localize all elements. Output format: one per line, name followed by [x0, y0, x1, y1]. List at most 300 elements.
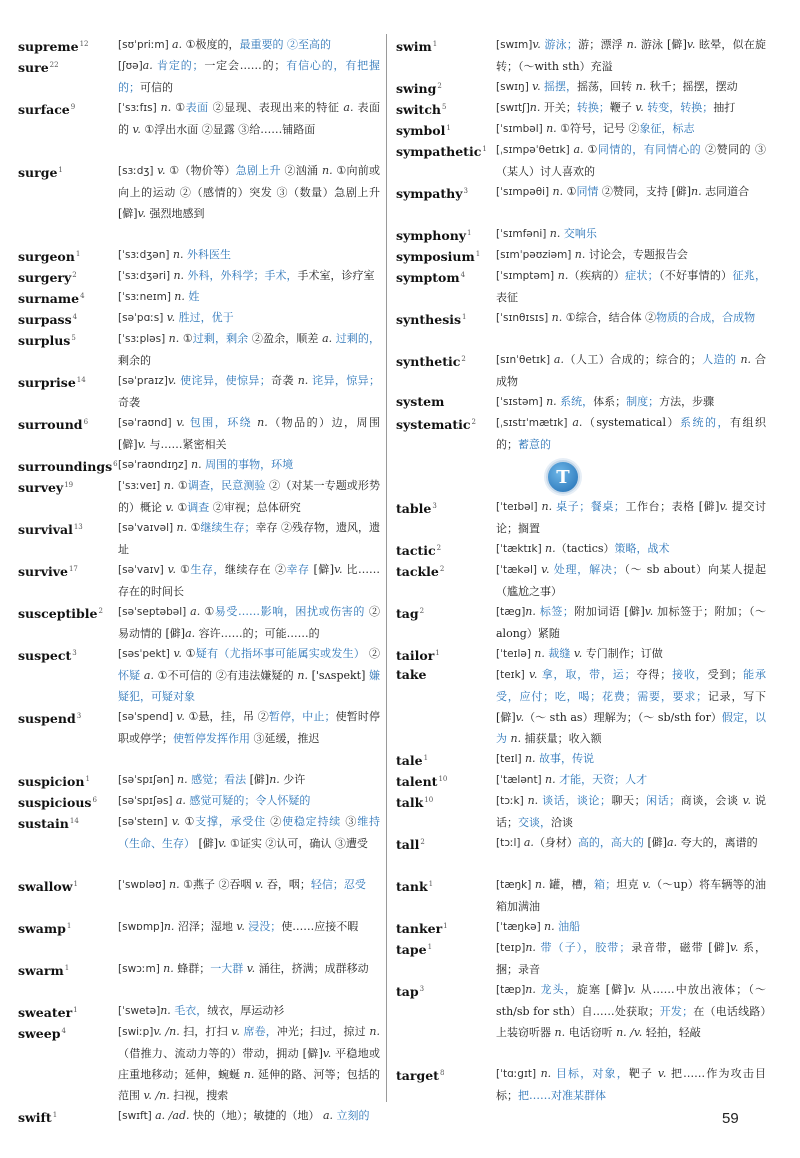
dictionary-entry	[396, 307, 766, 330]
frequency-count: 6	[113, 460, 118, 468]
definition-text: 夸大的，离谱的	[677, 836, 758, 849]
frequency-count: 2	[437, 82, 442, 90]
headword	[18, 811, 118, 834]
key-meaning: 调查，民意测验	[187, 479, 266, 492]
definition-text: ①悬，挂，吊 ②	[184, 710, 269, 723]
part-of-speech: v.	[729, 941, 739, 954]
part-of-speech: a.	[143, 669, 154, 682]
definition-text: 沼泽；湿地	[174, 920, 237, 933]
key-meaning: 易受……影响，困扰或伤害的	[214, 605, 365, 618]
definition-text: 游；漂浮	[577, 38, 627, 51]
definition	[496, 790, 766, 833]
definition-text: 靶子	[628, 1067, 658, 1080]
part-of-speech: n.	[510, 732, 522, 745]
key-meaning: 摇摆，	[540, 80, 578, 93]
definition-text: ['sʌspekt]	[307, 669, 369, 682]
headword-text: switch	[396, 102, 442, 118]
frequency-count: 9	[70, 103, 76, 111]
rare-usage-marker: [僻]	[118, 438, 138, 451]
definition	[496, 769, 766, 791]
part-of-speech: v.	[719, 500, 728, 513]
headword-text: sympathy	[396, 186, 463, 202]
key-meaning: 外科，外科学；手术，	[184, 269, 298, 282]
headword-text: sweater	[18, 1005, 73, 1021]
headword-text: tale	[396, 753, 423, 769]
frequency-count: 3	[432, 502, 437, 510]
definition	[496, 223, 766, 245]
definition-text: ①燕子 ②吞咽	[179, 878, 255, 891]
headword	[18, 517, 118, 540]
definition-text: ①	[187, 521, 201, 534]
part-of-speech: v.	[254, 878, 264, 891]
headword	[18, 160, 118, 183]
definition-text: 强烈地感到	[146, 207, 205, 220]
dictionary-entry	[396, 181, 766, 204]
key-meaning: 开发；	[659, 1005, 694, 1018]
frequency-count: 1	[482, 145, 487, 153]
phonetic: [swɒmp]	[118, 921, 164, 933]
frequency-count: 19	[64, 481, 74, 489]
definition-text: 蜂群；	[173, 962, 211, 975]
frequency-count: 1	[85, 775, 90, 783]
frequency-count: 2	[471, 418, 476, 426]
definition-text: 记录，写下	[707, 690, 767, 703]
phonetic: [ˈtɑːgɪt]	[496, 1068, 541, 1080]
definition	[496, 244, 766, 266]
key-meaning: 象征，标志	[639, 122, 695, 135]
definition-text: ③延缓，推迟	[250, 732, 320, 745]
headword	[396, 916, 496, 939]
headword	[18, 874, 118, 897]
rare-usage-marker: [僻]	[302, 1047, 323, 1060]
part-of-speech: n.	[177, 773, 188, 786]
definition-text: 抽打	[713, 101, 736, 114]
definition	[496, 748, 766, 770]
part-of-speech: v.	[573, 647, 583, 660]
headword-text: sympathetic	[396, 144, 482, 160]
frequency-count: 3	[419, 985, 425, 993]
key-meaning: 游泳；	[540, 38, 578, 51]
key-meaning: 外科医生	[183, 248, 231, 261]
definition-text: （身材）	[533, 836, 578, 849]
dictionary-entry	[396, 601, 766, 644]
key-meaning: 使诧异，使惊异；	[176, 374, 271, 387]
rare-usage-marker: [僻]	[496, 711, 516, 724]
headword	[396, 139, 496, 162]
phonetic: [səˈseptəbəl]	[118, 606, 191, 618]
definition	[496, 937, 766, 980]
part-of-speech: v.	[627, 983, 636, 996]
dictionary-entry	[396, 118, 766, 141]
definition	[118, 517, 380, 560]
definition	[118, 559, 380, 602]
headword	[396, 643, 496, 666]
dictionary-entry	[18, 286, 380, 309]
definition-text: 工作台；表格	[624, 500, 699, 513]
definition-text: 洽谈	[551, 816, 573, 829]
definition	[496, 1063, 766, 1106]
definition-text: 涌往，挤满；成群移动	[255, 962, 369, 975]
headword	[18, 454, 118, 477]
headword-text: symptom	[396, 270, 460, 286]
frequency-count: 14	[69, 817, 79, 825]
key-meaning: 油船	[554, 920, 581, 933]
frequency-count: 5	[71, 334, 76, 342]
headword-text: system	[396, 394, 445, 409]
part-of-speech: n.	[297, 374, 309, 387]
definition-text: 继续存在 ②	[224, 563, 287, 576]
dictionary-entry	[396, 643, 766, 666]
definition-text: ①	[563, 185, 577, 198]
phonetic: [ˈsɜːneɪm]	[118, 291, 175, 303]
definition-text: 方法，步骤	[659, 395, 715, 408]
part-of-speech: v. /n.	[143, 1089, 170, 1102]
frequency-count: 22	[49, 61, 59, 69]
dictionary-entry	[396, 1063, 766, 1106]
part-of-speech: n.	[168, 332, 180, 345]
frequency-count: 8	[439, 1069, 445, 1077]
headword	[18, 958, 118, 981]
key-meaning: 表面	[185, 101, 209, 114]
key-meaning: 诧异，惊异；	[308, 374, 381, 387]
part-of-speech: n.	[691, 185, 702, 198]
headword-text: symbol	[396, 123, 446, 139]
part-of-speech: v.	[541, 563, 550, 576]
phonetic: [tɔːk]	[496, 795, 528, 807]
definition-text: ①	[176, 563, 191, 576]
definition	[118, 811, 380, 854]
headword	[18, 55, 118, 78]
frequency-count: 1	[66, 922, 72, 930]
part-of-speech: v.	[334, 563, 343, 576]
phonetic: [teɪl]	[496, 753, 525, 765]
headword-text: take	[396, 667, 427, 682]
headword	[396, 601, 496, 624]
headword-text: survival	[18, 522, 73, 538]
definition-text: ②	[265, 815, 283, 828]
definition-text: ①不可信的 ②有违法嫌疑的	[153, 669, 298, 682]
definition-text: ①	[171, 101, 186, 114]
dictionary-entry	[18, 1021, 380, 1106]
part-of-speech: n.	[163, 479, 175, 492]
phonetic: [səˈpraɪz]	[118, 375, 168, 387]
phonetic: [tɔːl]	[496, 837, 524, 849]
rare-usage-marker: [僻]	[249, 773, 270, 786]
part-of-speech: a.	[667, 836, 678, 849]
definition-text: （systematical）	[582, 416, 680, 429]
frequency-count: 1	[52, 1111, 58, 1119]
phonetic: [swɪm]	[496, 39, 533, 51]
dictionary-entry	[396, 664, 766, 749]
definition	[118, 307, 380, 329]
definition	[496, 496, 766, 539]
definition-text: 容许……的；可能……的	[195, 627, 320, 640]
definition-text: 系，捆；录音	[496, 941, 766, 976]
dictionary-entry	[396, 937, 766, 980]
definition	[118, 601, 380, 644]
column-divider	[386, 34, 387, 1102]
rare-usage-marker: [僻]	[624, 605, 645, 618]
dictionary-entry	[396, 97, 766, 120]
headword-text: suspicion	[18, 774, 85, 790]
key-meaning: 谈话，谈论；	[538, 794, 611, 807]
phonetic: [ˈteɪbəl]	[496, 501, 542, 513]
headword	[18, 265, 118, 288]
section-letter-badge: T	[546, 460, 580, 494]
headword	[396, 790, 496, 813]
definition	[118, 412, 380, 455]
part-of-speech: n.	[163, 920, 175, 933]
headword-text: swamp	[18, 921, 66, 937]
key-meaning: 周围的事物，环境	[201, 458, 294, 471]
key-meaning: 轻信；忍受	[310, 878, 366, 891]
headword	[396, 223, 496, 246]
part-of-speech: a.	[172, 38, 183, 51]
definition	[496, 97, 766, 119]
dictionary-entry	[18, 874, 380, 897]
part-of-speech: n.	[626, 38, 638, 51]
definition	[496, 349, 766, 392]
frequency-count: 2	[461, 355, 466, 363]
dictionary-entry	[18, 97, 380, 140]
headword	[18, 706, 118, 729]
headword	[396, 391, 496, 412]
dictionary-entry	[18, 454, 380, 477]
key-meaning: 物质的合成，合成物	[656, 311, 756, 324]
definition-text: 眩晕，似在旋转；（～with sth）充溢	[496, 38, 766, 73]
headword	[396, 349, 496, 372]
frequency-count: 4	[72, 313, 78, 321]
part-of-speech: a.	[572, 416, 583, 429]
definition-text: ①浮出水面 ②显露 ③给……铺路面	[140, 123, 316, 136]
headword-text: surroundings	[18, 459, 113, 475]
definition	[118, 790, 380, 812]
part-of-speech: n.	[369, 1025, 380, 1038]
key-meaning: 幸存	[286, 563, 310, 576]
frequency-count: 3	[76, 712, 82, 720]
dictionary-entry	[396, 538, 766, 561]
dictionary-entry	[396, 874, 766, 917]
part-of-speech: v.	[167, 374, 177, 387]
headword-text: synthetic	[396, 354, 461, 370]
frequency-count: 4	[80, 292, 85, 300]
headword-text: swarm	[18, 963, 64, 979]
definition-text: 坦克	[616, 878, 643, 891]
key-meaning: 同情的，有同情心的	[597, 143, 702, 156]
headword	[18, 1105, 118, 1128]
headword-text: surpass	[18, 312, 72, 328]
key-meaning: 胜过，优于	[175, 311, 234, 324]
definition-text: 扫视，搜索	[169, 1089, 229, 1102]
key-meaning: 箱；	[594, 878, 617, 891]
definition-text: （物品的）边，周围	[267, 416, 381, 429]
definition	[496, 979, 766, 1043]
headword	[18, 1000, 118, 1023]
phonetic: [ˌsɪstɪˈmætɪk]	[496, 417, 573, 429]
definition	[496, 34, 766, 77]
part-of-speech: v.	[532, 80, 541, 93]
part-of-speech: v.	[137, 207, 146, 220]
dictionary-entry	[18, 769, 380, 792]
part-of-speech: n.	[525, 983, 536, 996]
part-of-speech: n.	[257, 416, 268, 429]
definition	[496, 307, 766, 329]
dictionary-entry	[396, 790, 766, 833]
part-of-speech: a.	[175, 794, 186, 807]
definition-text: 奇袭	[270, 374, 298, 387]
headword-text: sustain	[18, 816, 69, 832]
definition-text: 在（电话线路）上装窃听器	[496, 1005, 766, 1039]
headword	[18, 286, 118, 309]
definition-text: 比……存在的时间长	[118, 563, 381, 598]
part-of-speech: n.	[524, 752, 536, 765]
rare-usage-marker: [僻]	[605, 983, 628, 996]
phonetic: [ˈsɜːdʒəri]	[118, 270, 174, 282]
definition-text: 吞，咽；	[263, 878, 311, 891]
part-of-speech: a.	[142, 59, 153, 72]
phonetic: [səsˈpekt]	[118, 648, 174, 660]
part-of-speech: n.	[269, 773, 280, 786]
phonetic: [sɪmˈpəʊziəm]	[496, 249, 575, 261]
key-meaning: 制度；	[626, 395, 660, 408]
rare-usage-marker: [僻]	[118, 207, 138, 220]
headword	[18, 1021, 118, 1044]
part-of-speech: v.	[528, 668, 538, 681]
definition-text: 从……中放出液体；（～ sth/sb for sth）自……处获取；	[496, 983, 767, 1018]
dictionary-entry	[18, 811, 380, 854]
headword-text: tank	[396, 879, 428, 895]
dictionary-entry	[396, 391, 766, 413]
headword	[396, 748, 496, 771]
phonetic: [ˈteɪlə]	[496, 648, 535, 660]
definition	[118, 958, 380, 980]
definition	[496, 265, 766, 308]
phonetic: [ˌsɪmpəˈθetɪk]	[496, 144, 574, 156]
rare-usage-marker: [僻]	[313, 563, 335, 576]
headword-text: swim	[396, 39, 432, 55]
part-of-speech: n.	[169, 878, 180, 891]
frequency-count: 17	[68, 565, 78, 573]
definition-text: 商谈，会谈	[680, 794, 743, 807]
definition-text: ②汹涌	[280, 164, 323, 177]
definition	[118, 706, 380, 749]
headword-text: tall	[396, 837, 420, 853]
definition-text: 表征	[496, 291, 518, 304]
frequency-count: 6	[92, 796, 97, 804]
frequency-count: 1	[58, 166, 63, 174]
dictionary-entry	[18, 307, 380, 330]
headword-text: surge	[18, 165, 58, 181]
headword-text: swift	[18, 1110, 52, 1126]
definition-text: 冲光；扫过，掠过	[276, 1025, 370, 1038]
phonetic: [səˈspend]	[118, 711, 177, 723]
part-of-speech: n.	[546, 395, 557, 408]
frequency-count: 6	[83, 418, 89, 426]
frequency-count: 3	[72, 649, 77, 657]
part-of-speech: v.	[644, 605, 654, 618]
headword-text: susceptible	[18, 606, 98, 622]
key-meaning: 征兆，	[732, 269, 767, 282]
part-of-speech: n.	[546, 122, 557, 135]
part-of-speech: a.	[322, 1109, 334, 1122]
definition	[118, 244, 380, 266]
dictionary-entry	[396, 34, 766, 77]
part-of-speech: n.	[176, 521, 188, 534]
part-of-speech: a.	[573, 143, 584, 156]
definition-text: 旋塞	[576, 983, 606, 996]
key-meaning: 裁缝	[544, 647, 571, 660]
frequency-count: 1	[64, 964, 70, 972]
phonetic: [səˈvaɪvəl]	[118, 522, 177, 534]
definition	[118, 1021, 380, 1106]
part-of-speech: n.	[527, 794, 539, 807]
dictionary-entry	[18, 244, 380, 267]
headword	[18, 769, 118, 792]
definition-text: 使……应接不暇	[281, 920, 359, 933]
key-meaning: 怀疑	[118, 669, 141, 682]
dictionary-entry	[18, 55, 380, 98]
headword-text: swing	[396, 81, 437, 97]
frequency-count: 2	[439, 565, 445, 573]
key-meaning: 系统，	[556, 395, 594, 408]
part-of-speech: n.	[174, 290, 185, 303]
phonetic: [tæp]	[496, 984, 526, 996]
frequency-count: 1	[467, 229, 472, 237]
frequency-count: 1	[435, 649, 440, 657]
part-of-speech: n.	[545, 542, 556, 555]
phonetic: [ˈsɜːpləs]	[118, 333, 169, 345]
definition-text: 合成物	[496, 353, 766, 388]
definition	[496, 643, 766, 665]
headword-text: sweep	[18, 1026, 61, 1042]
headword-text: suspect	[18, 648, 72, 664]
definition-text: 加标签于；附加；（～along）紧随	[496, 605, 766, 640]
part-of-speech: a. /ad.	[155, 1109, 190, 1122]
part-of-speech: n.	[740, 353, 752, 366]
part-of-speech: n.	[160, 101, 172, 114]
frequency-count: 1	[443, 922, 448, 930]
part-of-speech: v.	[167, 563, 177, 576]
definition	[118, 97, 380, 140]
part-of-speech: a.	[190, 605, 201, 618]
headword-text: surface	[18, 102, 70, 118]
part-of-speech: v.	[166, 311, 176, 324]
key-meaning: 故事，传说	[535, 752, 595, 765]
part-of-speech: n.	[163, 962, 174, 975]
part-of-speech: n.	[557, 269, 569, 282]
phonetic: [tæg]	[496, 606, 526, 618]
dictionary-entry	[18, 265, 380, 288]
definition-text: ③	[341, 815, 358, 828]
definition-text: 剩余的	[118, 354, 151, 367]
definition	[118, 874, 380, 896]
key-meaning: 过剩，剩余	[192, 332, 249, 345]
part-of-speech: a.	[185, 627, 196, 640]
part-of-speech: v.	[176, 416, 185, 429]
headword	[396, 244, 496, 267]
definition-text: 平稳地或庄重地移动；延伸，蜿蜒	[118, 1047, 380, 1081]
headword-text: surgery	[18, 270, 72, 286]
part-of-speech: v.	[635, 101, 644, 114]
headword-text: tape	[396, 942, 427, 958]
phonetic: [sɜːdʒ]	[118, 165, 158, 177]
key-meaning: 浸没；	[244, 920, 282, 933]
dictionary-entry	[396, 769, 766, 792]
headword-text: surplus	[18, 333, 71, 349]
dictionary-entry	[18, 643, 380, 707]
key-meaning: 有信心的，有把握的；	[118, 59, 380, 94]
frequency-count: 2	[419, 607, 425, 615]
